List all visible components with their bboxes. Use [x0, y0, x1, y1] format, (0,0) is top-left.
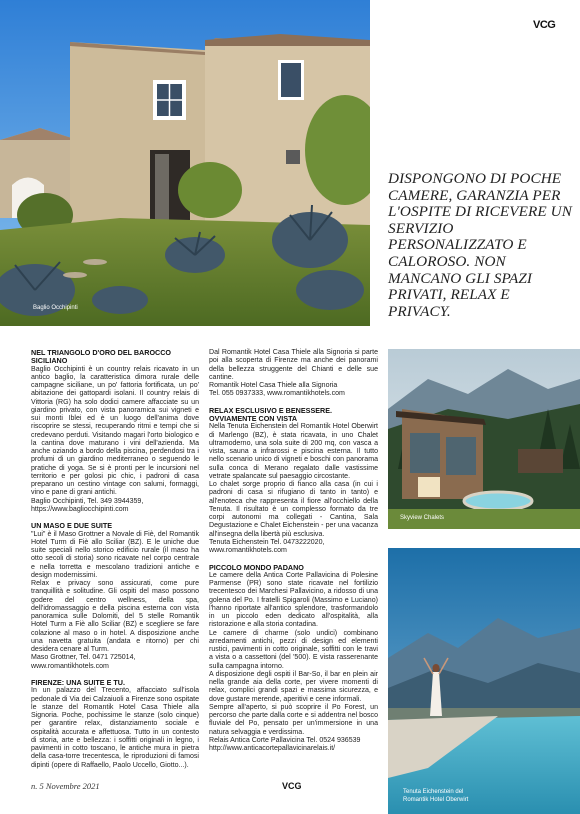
paragraph-maso: "Lui" è il Maso Grottner a Novale di Fiè, del Romantik Hotel Turm di Fiè allo Sciliar (BZ). E le uniche due suite speciali nello storico edificio rurale (il maso ha otto secoli di storia) sono ricavate nel corpo centrale e nella torretta e mescolano tradizioni antiche e design modernissimi. — [31, 530, 199, 579]
paragraph-baglio: Baglio Occhipinti è un country relais ricavato in un antico baglio, la caratteristica dimora rurale delle campagne siciliane, un po' fattoria fortificata, un po' abitazione dei gattopardi isolani. Il country relais di Vittoria (RG) ha solo dodici camere affacciate su un giardino privato, con vista panoramica sui vigneti e sui monti Iblei ed è un luogo dell'anima dove riscoprire se stessi, recuperando ritmi e tempi che si credevano perduti. Visitando magari l'orto biologico e la cantina dove maturano i vini dell'azienda. Ma anche oziando a bordo della piscina, perdendosi tra i profumi di un giardino mediterraneo o seguendo le pratiche di yoga. Se si è pronti per le incursioni nel territorio e per golosi pic chic, i padroni di casa preparano un cestino vintage con salumi, formaggi, vino e pane di grani antichi. — [31, 365, 199, 497]
footer-logo: VCG — [282, 781, 302, 791]
paragraph-pallavicina: Le camere della Antica Corte Pallavicina di Polesine Parmense (PR) sono state ricavate nel fortilizio trecentesco dei Marchesi Pallavicino, a ridosso di una golena del Po. I fratelli Spigaroli (Massimo e Luciano) l'hanno riportate all'antico splendore, trasformandolo in un piccolo eden dedicato all'ospitalità, alla ristorazione e alla storia contadina. — [209, 571, 378, 629]
eichenstein-caption-line-1: Tenuta Eichenstein del — [403, 789, 464, 795]
contact-casa-thiele-tel: Tel. 055 0937333, www.romantikhotels.com — [209, 390, 345, 398]
article-column-2 — [209, 349, 378, 753]
paragraph-maso-relax: Relax e privacy sono assicurati, come pure tranquillità e solitudine. Gli ospiti del maso possono godere del centro wellness, della spa, dell'idromassaggio e della piscina esterna con vista panoramica sulle Dolomiti, del 5 stelle Romantik Hotel Turm a Fiè allo Sciliar (BZ) e scegliere se fare colazione al maso o in hotel. A disposizione anche una navetta gratuita (andata e ritorno) per chi desidera cenare al Turm. — [31, 580, 199, 653]
pull-quote: DISPONGONO DI POCHE CAMERE, GARANZIA PER L'OSPITE DI RICEVERE UN SERVIZIO PERSONALIZZATO E CALOROSO. NON MANCANO GLI SPAZI PRIVATI, RELAX E PRIVACY. — [388, 170, 572, 320]
issue-number: n. 5 Novembre 2021 — [31, 781, 100, 791]
contact-eichenstein: Tenuta Eichenstein Tel. 0473222020, — [209, 538, 325, 546]
web-baglio: https://www.bagliocchipinti.com — [31, 505, 129, 513]
skyview-chalets-illustration — [388, 349, 580, 529]
paragraph-chalet: Lo chalet sorge proprio di fianco alla casa (in cui i padroni di casa si rifugiano di tanto in tanto) e all'enoteca che rappresenta il fiore all'occhiello della Tenuta. Il risultato è un complesso formato da tre corpi autonomi ma collegati - Cantina, Sala Degustazione e Chalet Eichenstein - per una vacanza all'insegna della libertà più esclusiva. — [209, 481, 378, 538]
tenuta-eichenstein-photo — [388, 548, 580, 814]
section-heading-padano: PICCOLO MONDO PADANO — [209, 562, 304, 572]
hero-photo-illustration — [0, 0, 370, 326]
skyview-chalets-photo — [388, 349, 580, 529]
paragraph-po-forest: Sempre all'aperto, si può scoprire il Po Forest, un percorso che parte dalla corte e si addentra nel bosco fluviale del Po, pensato per un'immersione in una natura selvaggia e verdissima. — [209, 703, 378, 736]
article-column-1 — [31, 349, 199, 770]
section-heading-relax: RELAX ESCLUSIVO E BENESSERE. OVVIAMENTE CON VISTA — [209, 405, 333, 423]
contact-pallavicina: Relais Antica Corte Pallavicina Tel. 0524 936539 — [209, 736, 361, 744]
paragraph-firenze: In un palazzo del Trecento, affacciato sull'isola pedonale di Via dei Calzaiuoli a Firenze sono ospitate le stanze del Romantik Hotel Casa Thiele alla Signoria. Poche, pochissime le stanze (solo cinque) per garantire relax, distanziamento sociale e ospitalità accurata e affettuosa. Tutto in un contesto di storia, arte e bellezza: i soffitti originali in legno, i pavimenti in cotto toscano, le antiche mura in pietra della casa-torre trecentesca, le riproduzioni di famosi dipinti (opere di Raffaello, Paolo Uccello, Giotto...). — [31, 687, 199, 769]
eichenstein-caption-line-2: Romantik Hotel Oberwirt — [403, 797, 469, 803]
paragraph-bar-so: A disposizione degli ospiti il Bar-So, il bar en plein air nella grande aia della corte, per vivere momenti di relax, complici grandi spazi e massima sicurezza, e dove gustare merende, aperitivi e cene informali. — [209, 670, 378, 703]
contact-casa-thiele: Romantik Hotel Casa Thiele alla Signoria — [209, 382, 338, 389]
web-maso: www.romantikhotels.com — [31, 662, 109, 670]
paragraph-camere: Le camere di charme (solo undici) combinano arredamenti antichi, pezzi di design ed elementi rustici, pavimenti in cotto originale, soffitti con le travi a vista o a cassettoni (del '500). E vista rasserenante sulla campagna intorno. — [209, 629, 378, 670]
section-heading-barocco: NEL TRIANGOLO D'ORO DEL BAROCCO SICILIANO — [31, 348, 172, 366]
web-pallavicina: http://www.anticacortepallavicinarelais.it/ — [209, 745, 336, 752]
hero-photo — [0, 0, 370, 326]
hero-caption: Baglio Occhipinti — [33, 305, 78, 311]
web-eichenstein: www.romantikhotels.com — [209, 547, 287, 554]
paragraph-eichenstein: Nella Tenuta Eichenstein del Romantik Hotel Oberwirt di Marlengo (BZ), è stata ricavata, in uno Chalet ultramoderno, una sola suite di 200 mq, con vasca a vista, sauna a infrarossi e piscina esterna. Il tutto nello scenario unico di vigneti e boschi con panorama sulla conca di Merano regalato dalle vastissime vetrate spalancate sul paesaggio circostante. — [209, 423, 378, 480]
magazine-logo: VCG — [533, 19, 556, 31]
skyview-caption: Skyview Chalets — [400, 515, 445, 521]
section-heading-maso: UN MASO E DUE SUITE — [31, 521, 113, 531]
contact-baglio: Baglio Occhipinti, Tel. 349 3944359, — [31, 497, 144, 505]
contact-maso: Maso Grottner, Tel. 0471 725014, — [31, 654, 136, 662]
paragraph-casa-thiele: Dal Romantik Hotel Casa Thiele alla Signoria si parte poi alla scoperta di Firenze ma anche dei panorami della bellezza struggente del Chianti e delle sue cantine. — [209, 349, 378, 381]
section-heading-firenze: FIRENZE: UNA SUITE E TU. — [31, 678, 125, 687]
tenuta-eichenstein-illustration — [388, 548, 580, 814]
